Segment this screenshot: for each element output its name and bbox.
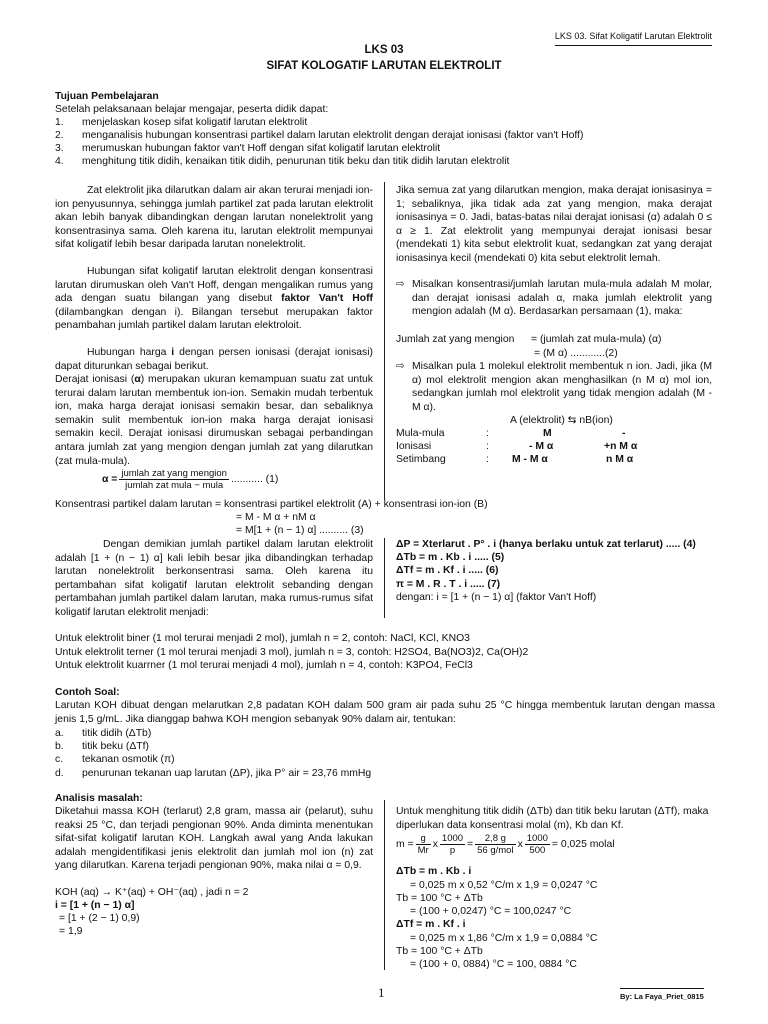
formula-5: ΔTb = m . Kb . i ..... (5) (396, 552, 505, 563)
times-sign: x (517, 838, 523, 850)
times-sign: x (432, 838, 438, 850)
fraction (416, 833, 431, 856)
arrow-icon: ⇨ (396, 361, 405, 372)
text-span: Hubungan sifat koligatif larutan elektrolit dengan konsentrasi larutan dirumuskan oleh Van't Hoff, dengan mengalikan rumus yang ada dengan suatu bilangan yang disebut (55, 266, 373, 305)
contoh-heading: Contoh Soal: (55, 687, 120, 698)
fraction (119, 468, 229, 491)
fraction-denominator: jumlah zat mula − mula (125, 480, 224, 491)
left-paragraph-4 (55, 373, 373, 468)
fraction-denominator: Mr (417, 845, 429, 856)
equals-sign: = (467, 838, 474, 850)
fraction-numerator: 1000 (526, 833, 548, 844)
reaction-koh: KOH (aq) → K⁺(aq) + OH⁻(aq) , jadi n = 2 (55, 887, 249, 898)
table-cell: M - M α (512, 454, 548, 465)
table-cell: +n M α (604, 441, 638, 452)
concentration-line-1: Konsentrasi partikel dalam larutan = konsentrasi partikel elektrolit (A) + konsentrasi ion-ion (B) (55, 499, 488, 510)
bold-term: faktor Van't Hoff (281, 293, 374, 305)
text-span: dengan persen ionisasi (derajat ionisasi) dapat diturunkan sebagai berikut. (55, 347, 374, 372)
table-colon: : (486, 428, 489, 439)
calc-line-4: = (100 + 0,0247) °C = 100,0247 °C (410, 906, 572, 917)
page-number: 1 (378, 985, 385, 1000)
example-terner: Untuk elektrolit terner (1 mol terurai menjadi 3 mol), jumlah n = 3, contoh: H2SO4, Ba(NO3)2, Ca(OH)2 (55, 647, 529, 658)
fraction (440, 833, 465, 856)
text-span: (dilambangkan dengan i). Bilangan tersebut merupakan faktor penambahan jumlah partikel dalam larutan elektroloit. (55, 306, 373, 332)
eq2-rhs: = (jumlah zat mula-mula) (α) (531, 334, 662, 345)
eq-tag: ........... (1) (230, 473, 279, 485)
table-row-label: Ionisasi (396, 441, 432, 452)
list-number: 2. (55, 130, 64, 141)
left-paragraph-5: Dengan demikian jumlah partikel dalam larutan elektrolit adalah [1 + (n − 1) α] kali lebih besar jika dibandingkan terhadap larutan nonelektrolit berkonsentrasi sama. Oleh karena itu pertambahan sifat koligatif larutan elektrolit sebanding dengan pertambahan jumlah partikel dalam larutan, maka rumus-rumus sifat koligatif larutan elektrolit menjadi: (55, 539, 373, 618)
bold-term: i (171, 347, 175, 358)
calc-intro: Untuk menghitung titik didih (ΔTb) dan titik beku larutan (ΔTf), maka diperlukan data konsentrasi molal (m), Kb dan Kf. (396, 806, 709, 831)
list-item: menghitung titik didih, kenaikan titik didih, penurunan titik beku dan titik didih larutan elektrolit (82, 156, 510, 167)
list-letter: a. (55, 728, 64, 739)
doc-subtitle: SIFAT KOLOGATIF LARUTAN ELEKTROLIT (266, 60, 502, 72)
eq-lhs: α = (102, 473, 118, 485)
calc-line-5: ΔTf = m . Kf . i (396, 919, 466, 930)
table-row-label: Setimbang (396, 454, 446, 465)
list-item: penurunan tekanan uap larutan (ΔP), jika P° air = 23,76 mmHg (82, 768, 372, 779)
eq2-result: = (M α) ............(2) (534, 348, 618, 359)
right-paragraph-1: Jika semua zat yang dilarutkan mengion, maka derajat ionisasinya = 1; sebaliknya, jika tidak ada zat yang mengion, maka derajat ionisasinya = 0. Jadi, batas-batas nilai derajat ionisasi (α) adalah 0 ≤ α ≥ 1. Zat elektrolit yang mempunyai derajat ionisasi besar (mendekati 1) kita sebut elektrolit kuat, sedangkan zat yang derajat ionisasinya kecil (mendekati 0) kita sebut elektrolit lemah. (396, 185, 712, 264)
eq-lhs: m = (396, 838, 414, 850)
molality-result: = 0,025 molal (551, 838, 615, 850)
calc-line-7: Tb = 100 °C + ΔTb (396, 946, 483, 957)
analisis-heading: Analisis masalah: (55, 793, 143, 804)
list-letter: d. (55, 768, 64, 779)
list-item: titik didih (ΔTb) (82, 728, 152, 739)
list-number: 1. (55, 117, 64, 128)
column-divider (384, 182, 385, 500)
column-divider (384, 800, 385, 970)
formula-note: dengan: i = [1 + (n − 1) α] (faktor Van't Hoff) (396, 592, 597, 603)
list-item: titik beku (ΔTf) (82, 741, 149, 752)
text-span: Hubungan harga (87, 347, 172, 358)
reaction-equation: A (elektrolit) ⇆ nB(ion) (510, 415, 613, 426)
fraction-numerator: jumlah zat yang mengion (121, 468, 227, 479)
list-item: menganalisis hubungan konsentrasi partikel dalam larutan elektrolit dengan derajat ionisasi (faktor van't Hoff) (82, 130, 584, 141)
fraction-denominator: 500 (529, 845, 546, 856)
molality-equation (396, 833, 615, 856)
column-divider (384, 538, 385, 618)
fraction-denominator: 56 g/mol (477, 845, 514, 856)
calc-line-3: Tb = 100 °C + ΔTb (396, 893, 483, 904)
table-colon: : (486, 441, 489, 452)
list-item: menjelaskan kosep sifat koligatif larutan elektrolit (82, 117, 308, 128)
list-item: merumuskan hubungan faktor van't Hoff dengan sifat koligatif larutan elektrolit (82, 143, 441, 154)
text-span: ) merupakan ukuran kemampuan suatu zat untuk terurai dalam larutan membentuk ion-ion. Semakin mudah terbentuk ion, maka harga derajat ionisasi semakin besar, dan sebaliknya semakin sulit membentuk ion-ion maka harga derajat ionisasi semakin kecil. Derajat ionisasi dirumuskan sebagai perbandingan antara jumlah zat yang mengion dengan jumlah zat yang dilarutkan (zat mula-mula). (55, 374, 373, 467)
formula-7: π = M . R . T . i ..... (7) (396, 579, 501, 590)
list-letter: b. (55, 741, 64, 752)
table-cell: - M α (529, 441, 554, 452)
vanthoff-substitution: = [1 + (2 − 1) 0,9) (59, 913, 140, 924)
example-kuarterner: Untuk elektrolit kuarrner (1 mol terurai menjadi 4 mol), jumlah n = 4, contoh: K3PO4, FeCl3 (55, 660, 473, 671)
concentration-line-2: = M - M α + nM α (236, 512, 316, 523)
formula-6: ΔTf = m . Kf . i ..... (6) (396, 565, 499, 576)
calc-line-8: = (100 + 0, 0884) °C = 100, 0884 °C (410, 959, 577, 970)
bold-term: α (134, 374, 141, 385)
example-biner: Untuk elektrolit biner (1 mol terurai menjadi 2 mol), jumlah n = 2, contoh: NaCl, KCl, KNO3 (55, 633, 470, 644)
eq2-label: Jumlah zat yang mengion (396, 334, 515, 345)
right-paragraph-3: Misalkan pula 1 molekul elektrolit membentuk n ion. Jadi, jika (M α) mol elektrolit mengion akan menghasilkan (n M α) mol ion, sedangkan jumlah mol elektrolit yang tidak mengion adalah (M - M α). (412, 361, 712, 413)
table-cell: - (622, 428, 626, 439)
arrow-icon: ⇨ (396, 279, 405, 290)
left-paragraph-1: Zat elektrolit jika dilarutkan dalam air akan terurai menjadi ion-ion penyusunnya, sehingga jumlah partikel zat pada larutan elektrolit akan lebih banyak dibandingkan dengan larutan nonelektrolit yang konsentrasinya sama. Oleh karena itu, larutan elektrolit mempunyai sifat koligatif lebih besar daripada larutan nonelektrolit. (55, 185, 373, 251)
fraction-numerator: 1000 (441, 833, 464, 844)
contoh-text: Larutan KOH dibuat dengan melarutkan 2,8 padatan KOH dalam 500 gram air pada suhu 25 °C hingga membentuk larutan dengan massa jenis 1,5 g/mL. Jika dianggap bahwa KOH mengion sebanyak 90% dalam air, tentukan: (55, 700, 715, 725)
fraction (475, 833, 515, 856)
table-row-label: Mula-mula (396, 428, 445, 439)
calc-line-6: = 0,025 m x 1,86 °C/m x 1,9 = 0,0884 °C (410, 933, 598, 944)
list-letter: c. (55, 754, 64, 765)
formula-4: ΔP = Xterlarut . P° . i (hanya berlaku untuk zat terlarut) ..... (4) (396, 539, 696, 550)
left-paragraph-2 (55, 265, 373, 333)
fraction-numerator: g (416, 833, 431, 845)
list-number: 4. (55, 156, 64, 167)
analisis-text: Diketahui massa KOH (terlarut) 2,8 gram, massa air (pelarut), suhu reaksi 25 °C, dan terjadi pengionan 90%. Anda diminta menentukan sifat-sifat koligatif larutan KOH. Langkah awal yang Anda lakukan adalah mengidentifikasi jenis elektrolit dan jumlah mol ion (n) zat yang dilarutkan. Karena terjadi pengionan 90%, maka nilai α = 0,9. (55, 806, 373, 872)
list-item: tekanan osmotik (π) (82, 754, 175, 765)
running-header: LKS 03. Sifat Koligatif Larutan Elektrolit (555, 30, 712, 46)
equation-1 (102, 468, 278, 491)
table-cell: n M α (606, 454, 634, 465)
list-number: 3. (55, 143, 64, 154)
author-credit: By: La Faya_Priet_0815 (620, 988, 704, 1004)
vanthoff-result: = 1,9 (59, 926, 83, 937)
tujuan-intro: Setelah pelaksanaan belajar mengajar, peserta didik dapat: (55, 104, 329, 115)
text-span: Derajat ionisasi ( (55, 374, 135, 385)
fraction-denominator: p (449, 845, 456, 856)
tujuan-heading: Tujuan Pembelajaran (55, 91, 159, 102)
concentration-line-3: = M[1 + (n − 1) α] .......... (3) (236, 525, 364, 536)
right-paragraph-2: Misalkan konsentrasi/jumlah larutan mula-mula adalah M molar, dan derajat ionisasi adalah α, maka jumlah elektrolit yang mengion adalah (M α). Berdasarkan persamaan (1), maka: (412, 279, 712, 318)
calc-line-2: = 0,025 m x 0,52 °C/m x 1,9 = 0,0247 °C (410, 880, 598, 891)
fraction (525, 833, 550, 856)
doc-title: LKS 03 (364, 44, 404, 56)
table-cell: M (543, 428, 552, 439)
fraction-numerator: 2,8 g (475, 833, 515, 845)
vanthoff-formula: i = [1 + (n − 1) α] (55, 900, 135, 911)
table-colon: : (486, 454, 489, 465)
left-paragraph-3 (55, 346, 373, 373)
calc-line-1: ΔTb = m . Kb . i (396, 866, 472, 877)
